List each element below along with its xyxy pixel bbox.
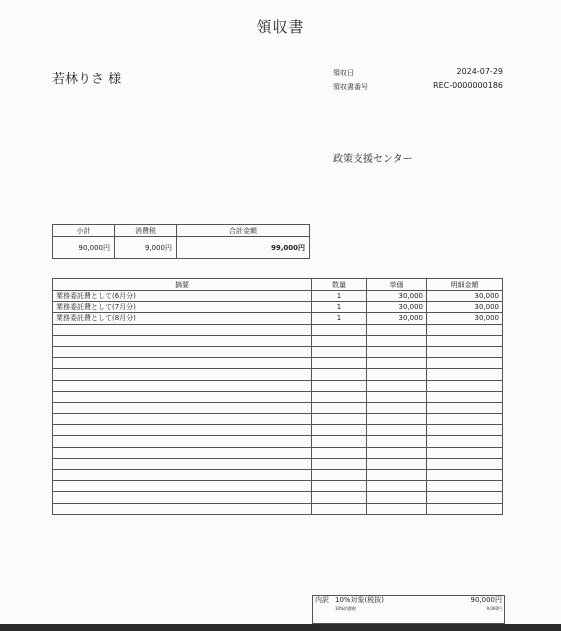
empty-cell <box>53 402 312 413</box>
empty-cell <box>53 492 312 503</box>
items-body <box>53 291 503 515</box>
empty-cell <box>427 335 503 346</box>
table-row <box>53 302 503 313</box>
empty-row <box>53 470 503 481</box>
empty-cell <box>312 380 367 391</box>
empty-cell <box>367 402 427 413</box>
empty-cell <box>53 346 312 357</box>
bottom-strip <box>0 624 561 631</box>
empty-cell <box>312 492 367 503</box>
empty-row <box>53 335 503 346</box>
empty-cell <box>312 481 367 492</box>
empty-cell <box>427 436 503 447</box>
empty-row <box>53 391 503 402</box>
empty-cell <box>367 436 427 447</box>
total-value: 99,000円 <box>177 237 310 259</box>
description-header: 摘要 <box>53 279 312 291</box>
item-unit-price: 30,000 <box>367 302 427 313</box>
empty-cell <box>53 335 312 346</box>
empty-row <box>53 402 503 413</box>
subtotal-value: 90,000円 <box>53 237 115 259</box>
empty-cell <box>367 470 427 481</box>
empty-cell <box>367 481 427 492</box>
empty-row <box>53 481 503 492</box>
breakdown-sub-amount: 9,000円 <box>486 605 502 611</box>
empty-cell <box>427 492 503 503</box>
empty-cell <box>367 346 427 357</box>
empty-cell <box>367 369 427 380</box>
breakdown-category: 10%対象(税抜) <box>335 596 385 604</box>
item-description: 業務委託費として(7月分) <box>53 302 312 313</box>
tax-value: 9,000円 <box>115 237 177 259</box>
empty-row <box>53 358 503 369</box>
empty-cell <box>53 503 312 514</box>
empty-cell <box>312 402 367 413</box>
empty-cell <box>312 358 367 369</box>
empty-cell <box>53 358 312 369</box>
empty-cell <box>53 458 312 469</box>
empty-cell <box>312 425 367 436</box>
recipient-name: 若林りさ 様 <box>52 72 122 87</box>
empty-cell <box>367 492 427 503</box>
empty-row <box>53 380 503 391</box>
empty-cell <box>367 380 427 391</box>
summary-header-row <box>53 225 310 237</box>
issuer-name: 政策支援センター <box>333 154 413 165</box>
empty-cell <box>427 470 503 481</box>
empty-cell <box>367 391 427 402</box>
empty-cell <box>367 358 427 369</box>
empty-row <box>53 436 503 447</box>
item-unit-price: 30,000 <box>367 313 427 324</box>
amount-header: 明細金額 <box>427 279 503 291</box>
empty-cell <box>427 369 503 380</box>
empty-row <box>53 492 503 503</box>
breakdown-sub-row <box>312 605 505 612</box>
empty-cell <box>367 335 427 346</box>
quantity-header: 数量 <box>312 279 367 291</box>
empty-cell <box>53 380 312 391</box>
breakdown-label: 内訳 <box>315 596 329 604</box>
empty-cell <box>312 503 367 514</box>
empty-cell <box>427 414 503 425</box>
empty-row <box>53 346 503 357</box>
item-amount: 30,000 <box>427 302 503 313</box>
empty-cell <box>367 414 427 425</box>
items-table <box>52 278 503 515</box>
receipt-number-label: 領収書番号 <box>333 83 368 91</box>
receipt-number-value: REC-0000000186 <box>433 81 503 90</box>
empty-cell <box>312 335 367 346</box>
empty-cell <box>53 391 312 402</box>
breakdown-amount: 90,000円 <box>470 596 502 604</box>
empty-cell <box>427 503 503 514</box>
empty-cell <box>427 358 503 369</box>
table-row <box>53 313 503 324</box>
empty-cell <box>312 470 367 481</box>
empty-cell <box>367 447 427 458</box>
empty-cell <box>427 458 503 469</box>
empty-cell <box>427 391 503 402</box>
empty-row <box>53 414 503 425</box>
empty-cell <box>427 402 503 413</box>
empty-cell <box>53 481 312 492</box>
item-description: 業務委託費として(8月分) <box>53 313 312 324</box>
receipt-date-value: 2024-07-29 <box>456 67 503 76</box>
empty-cell <box>53 470 312 481</box>
empty-cell <box>53 425 312 436</box>
item-unit-price: 30,000 <box>367 291 427 302</box>
empty-cell <box>53 436 312 447</box>
empty-cell <box>427 425 503 436</box>
empty-cell <box>312 391 367 402</box>
breakdown-row <box>312 595 505 605</box>
empty-cell <box>312 369 367 380</box>
empty-cell <box>312 414 367 425</box>
item-amount: 30,000 <box>427 313 503 324</box>
empty-cell <box>53 414 312 425</box>
empty-row <box>53 425 503 436</box>
empty-cell <box>312 346 367 357</box>
empty-cell <box>427 380 503 391</box>
empty-cell <box>427 447 503 458</box>
empty-cell <box>367 324 427 335</box>
item-quantity: 1 <box>312 313 367 324</box>
empty-cell <box>427 481 503 492</box>
empty-row <box>53 447 503 458</box>
empty-cell <box>53 324 312 335</box>
receipt-date-label: 領収日 <box>333 69 354 77</box>
empty-row <box>53 324 503 335</box>
empty-row <box>53 503 503 514</box>
empty-cell <box>312 447 367 458</box>
empty-cell <box>53 369 312 380</box>
empty-cell <box>367 503 427 514</box>
empty-row <box>53 369 503 380</box>
item-quantity: 1 <box>312 302 367 313</box>
item-quantity: 1 <box>312 291 367 302</box>
items-header-row <box>53 279 503 291</box>
table-row <box>53 291 503 302</box>
empty-cell <box>427 324 503 335</box>
summary-value-row <box>53 237 310 259</box>
summary-table <box>52 224 310 259</box>
total-header: 合計金額 <box>177 225 310 237</box>
empty-cell <box>367 425 427 436</box>
subtotal-header: 小計 <box>53 225 115 237</box>
empty-cell <box>312 324 367 335</box>
breakdown-sub-category: 10%消費税 <box>335 605 356 611</box>
empty-cell <box>312 436 367 447</box>
empty-cell <box>312 458 367 469</box>
empty-cell <box>53 447 312 458</box>
unit-price-header: 単価 <box>367 279 427 291</box>
tax-header: 消費税 <box>115 225 177 237</box>
empty-row <box>53 458 503 469</box>
empty-cell <box>427 346 503 357</box>
breakdown-table <box>312 595 505 612</box>
breakdown-spacer <box>312 605 332 612</box>
item-description: 業務委託費として(6月分) <box>53 291 312 302</box>
item-amount: 30,000 <box>427 291 503 302</box>
empty-cell <box>367 458 427 469</box>
document-title: 領収書 <box>256 18 305 36</box>
